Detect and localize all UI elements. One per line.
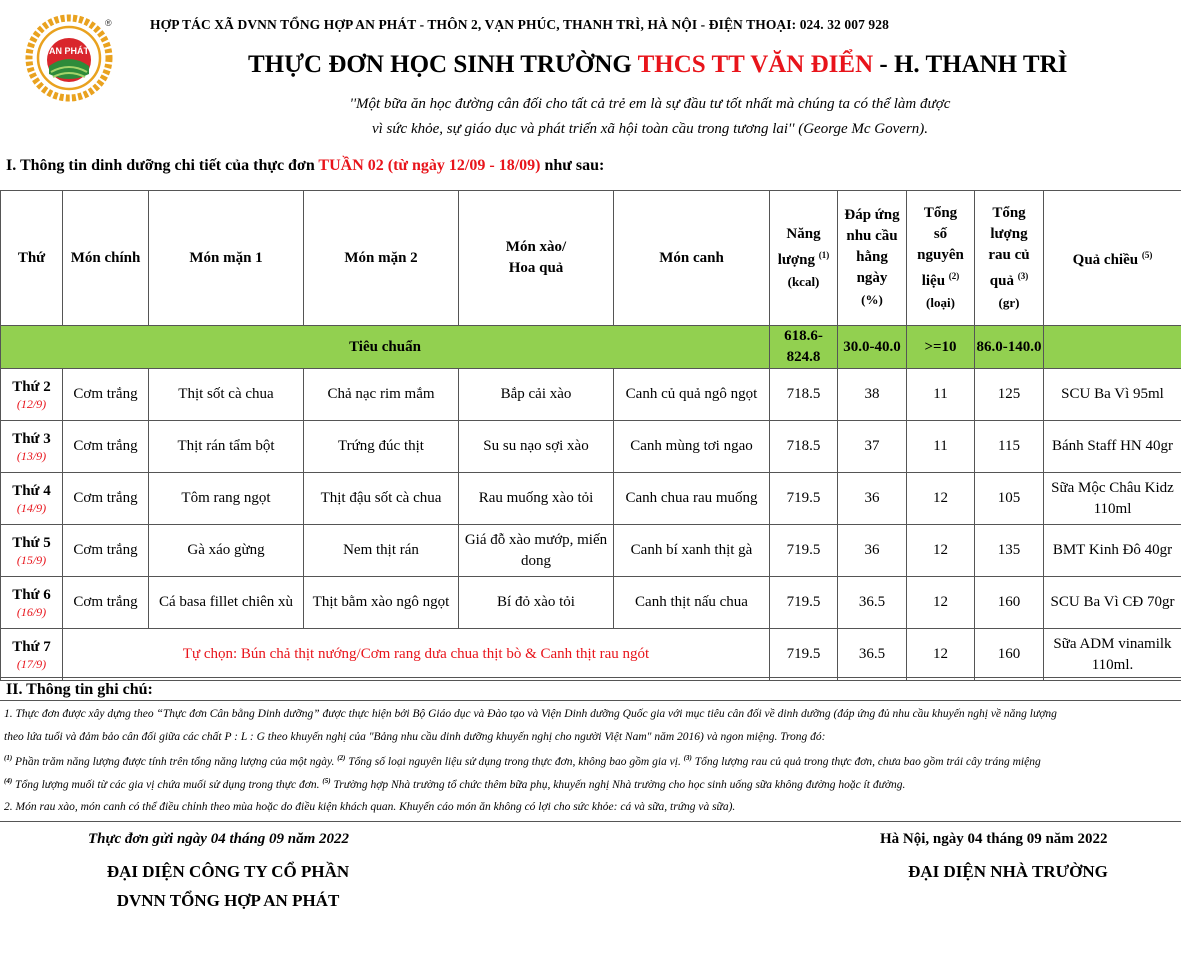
- page-title: [248, 51, 1067, 79]
- energy-cell: 719.5: [770, 473, 838, 525]
- day-date: (16/9): [16, 604, 47, 619]
- canh-cell: Canh củ quả ngô ngọt: [614, 369, 770, 421]
- header-rau-line3: rau củ: [988, 246, 1030, 263]
- canh-cell: Canh chua rau muống: [614, 473, 770, 525]
- day-label: Thứ 4: [12, 482, 51, 499]
- fn2-sup: (2): [337, 754, 346, 762]
- man-2-cell: Thịt bằm xào ngô ngọt: [304, 577, 459, 629]
- qua-chieu-cell: Sữa Mộc Châu Kidz 110ml: [1044, 473, 1181, 525]
- dap-ung-cell: 36.5: [838, 629, 907, 681]
- title-suffix: - H. THANH TRÌ: [873, 51, 1068, 78]
- header-dap-line4: ngày: [856, 270, 888, 286]
- energy-cell: 719.5: [770, 525, 838, 577]
- table-row: [1, 473, 1181, 525]
- logo-registered-mark: ®: [105, 18, 112, 28]
- day-date: (17/9): [16, 656, 47, 671]
- fn4-text: Tổng lượng muối từ các gia vị chứa muối sử dụng trong thực đơn.: [12, 778, 323, 791]
- xao-cell: Bí đỏ xào tỏi: [459, 577, 614, 629]
- header-energy: [770, 191, 838, 326]
- school-rep: ĐẠI DIỆN NHÀ TRƯỜNG: [908, 862, 1108, 881]
- title-school: THCS TT VĂN ĐIỂN: [637, 51, 874, 78]
- day-date: (12/9): [16, 396, 47, 411]
- mon-chinh-cell: Cơm trắng: [63, 369, 149, 421]
- man-1-cell: Gà xáo gừng: [149, 525, 304, 577]
- day-date: (13/9): [16, 448, 47, 463]
- canh-cell: Canh mùng tơi ngao: [614, 421, 770, 473]
- header-canh: Món canh: [614, 191, 770, 326]
- man-2-cell: Thịt đậu sốt cà chua: [304, 473, 459, 525]
- energy-cell: 719.5: [770, 577, 838, 629]
- day-cell: [1, 525, 63, 577]
- man-2-cell: Chả nạc rim mắm: [304, 369, 459, 421]
- menu-table: [0, 190, 1181, 681]
- rau-cell: 160: [975, 629, 1044, 681]
- xao-cell: Su su nạo sợi xào: [459, 421, 614, 473]
- mon-chinh-cell: Cơm trắng: [63, 525, 149, 577]
- header-mon-chinh: Món chính: [63, 191, 149, 326]
- table-row: [1, 525, 1181, 577]
- header-dap-ung: [838, 191, 907, 326]
- man-2-cell: Nem thịt rán: [304, 525, 459, 577]
- man-1-cell: Thịt sốt cà chua: [149, 369, 304, 421]
- energy-cell: 718.5: [770, 369, 838, 421]
- header-tong-line1: Tổng: [923, 204, 958, 221]
- company-rep-line-2: DVNN TỔNG HỢP AN PHÁT: [116, 891, 340, 910]
- dap-ung-cell: 36.5: [838, 577, 907, 629]
- header-dap-line2: nhu cầu: [846, 228, 898, 244]
- quote-line-1: ''Một bữa ăn học đường cân đối cho tất cả trẻ em là sự đầu tư tốt nhất mà chúng ta có thể làm được: [349, 96, 951, 112]
- section-1-suffix: như sau:: [540, 157, 605, 174]
- header-xao-line1: Món xào/: [505, 239, 567, 255]
- header-rau-line2: lượng: [990, 225, 1028, 242]
- dap-ung-cell: 38: [838, 369, 907, 421]
- notes-block: [0, 700, 1181, 822]
- day-cell: [1, 577, 63, 629]
- section-2-heading: II. Thông tin ghi chú:: [6, 681, 153, 698]
- standard-label: Tiêu chuẩn: [1, 326, 770, 369]
- standard-row: [1, 326, 1181, 369]
- header-dap-unit: (%): [861, 292, 883, 307]
- header-dap-line3: hằng: [856, 249, 888, 265]
- sent-date: Thực đơn gửi ngày 04 tháng 09 năm 2022: [88, 831, 350, 847]
- mon-chinh-cell: Cơm trắng: [63, 473, 149, 525]
- city-date: Hà Nội, ngày 04 tháng 09 năm 2022: [880, 831, 1108, 847]
- rau-cell: 125: [975, 369, 1044, 421]
- fn3-text: Tổng lượng rau củ quả trong thực đơn, chưa bao gồm trái cây tráng miệng: [691, 755, 1041, 768]
- nguyen-lieu-cell: 11: [907, 421, 975, 473]
- standard-rau: 86.0-140.0: [975, 326, 1044, 369]
- canh-cell: Canh thịt nấu chua: [614, 577, 770, 629]
- man-1-cell: Cá basa fillet chiên xù: [149, 577, 304, 629]
- rau-cell: 160: [975, 577, 1044, 629]
- qua-chieu-cell: SCU Ba Vì 95ml: [1044, 369, 1181, 421]
- choice-cell: Tự chọn: Bún chả thịt nướng/Cơm rang dưa chua thịt bò & Canh thịt rau ngót: [63, 629, 770, 681]
- energy-cell: 718.5: [770, 421, 838, 473]
- day-label: Thứ 6: [12, 586, 51, 603]
- rau-cell: 135: [975, 525, 1044, 577]
- header-dap-line1: Đáp ứng: [844, 207, 900, 223]
- an-phat-logo: [25, 14, 113, 102]
- man-1-cell: Thịt rán tẩm bột: [149, 421, 304, 473]
- note-1-line-2: theo lứa tuổi và đảm bảo cân đối giữa các chất P : L : G theo khuyến nghị của "Bảng nhu cầu dinh dưỡng khuyến nghị cho người Việt Nam" năm 2016) và ngon miệng. Trong đó:: [4, 731, 826, 743]
- header-tong-line4: liệu: [921, 272, 946, 289]
- header-energy-unit: (kcal): [787, 273, 820, 289]
- standard-nguyen-lieu: >=10: [907, 326, 975, 369]
- section-1-prefix: I. Thông tin dinh dưỡng chi tiết của thực đơn: [6, 157, 319, 174]
- table-row: [1, 369, 1181, 421]
- header-rau: [975, 191, 1044, 326]
- canh-cell: Canh bí xanh thịt gà: [614, 525, 770, 577]
- note-1-line-1: 1. Thực đơn được xây dựng theo “Thực đơn Cân bằng Dinh dưỡng” được thực hiện bởi Bộ Giáo dục và Đào tạo và Viện Dinh dưỡng Quốc gia với mục tiêu cân đối về dinh dưỡng (đáp ứng đủ nhu cầu khuyến nghị về năng lượng: [4, 708, 1057, 720]
- header-rau-sup: (3): [1017, 270, 1029, 281]
- dap-ung-cell: 37: [838, 421, 907, 473]
- man-2-cell: Trứng đúc thịt: [304, 421, 459, 473]
- divider: [0, 677, 1181, 678]
- fn2-text: Tổng số loại nguyên liệu sử dụng trong thực đơn, không bao gồm gia vị.: [345, 755, 684, 768]
- header-qua-sup: (5): [1141, 250, 1153, 260]
- xao-cell: Bắp cải xào: [459, 369, 614, 421]
- header-xao: [459, 191, 614, 326]
- day-date: (14/9): [16, 500, 47, 515]
- qua-chieu-cell: Bánh Staff HN 40gr: [1044, 421, 1181, 473]
- header-tong-unit: (loại): [926, 294, 955, 310]
- mon-chinh-cell: Cơm trắng: [63, 421, 149, 473]
- header-tong-line2: số: [933, 225, 948, 242]
- rau-cell: 115: [975, 421, 1044, 473]
- dap-ung-cell: 36: [838, 525, 907, 577]
- qua-chieu-cell: SCU Ba Vì CĐ 70gr: [1044, 577, 1181, 629]
- nguyen-lieu-cell: 12: [907, 525, 975, 577]
- header-xao-line2: Hoa quả: [508, 260, 564, 276]
- header-rau-line4: quả: [989, 272, 1014, 289]
- day-label: Thứ 2: [12, 378, 51, 395]
- dap-ung-cell: 36: [838, 473, 907, 525]
- fn5-text: Trường hợp Nhà trường tổ chức thêm bữa phụ, khuyến nghị Nhà trường cho học sinh uống sữa không đường hoặc ít đường.: [330, 778, 906, 791]
- xao-cell: Giá đỗ xào mướp, miến dong: [459, 525, 614, 577]
- mon-chinh-cell: Cơm trắng: [63, 577, 149, 629]
- day-cell: [1, 473, 63, 525]
- header-energy-line1: Năng: [786, 225, 821, 242]
- energy-cell: 719.5: [770, 629, 838, 681]
- header-tong-line3: nguyên: [917, 246, 964, 263]
- day-label: Thứ 3: [12, 430, 51, 447]
- header-rau-line1: Tổng: [992, 204, 1026, 221]
- fn1-text: Phần trăm năng lượng được tính trên tổng năng lượng của một ngày.: [12, 755, 338, 768]
- header-tong-sup: (2): [948, 270, 960, 281]
- fn1-sup: (1): [4, 754, 13, 762]
- header-thu: Thứ: [1, 191, 63, 326]
- header-nguyen-lieu: [907, 191, 975, 326]
- header-man-1: Món mặn 1: [149, 191, 304, 326]
- table-row: [1, 421, 1181, 473]
- fn5-sup: (5): [322, 777, 331, 785]
- standard-energy: 618.6-824.8: [770, 326, 838, 369]
- day-cell: [1, 369, 63, 421]
- header-energy-line2: lượng: [777, 251, 816, 268]
- footnotes-line-2: [4, 777, 905, 791]
- quote-line-2: vì sức khỏe, sự giáo dục và phát triển xã hội toàn cầu trong tương lai'' (George Mc Govern).: [371, 121, 929, 137]
- nguyen-lieu-cell: 11: [907, 369, 975, 421]
- qua-chieu-cell: BMT Kinh Đô 40gr: [1044, 525, 1181, 577]
- header-energy-sup: (1): [818, 249, 830, 260]
- day-label: Thứ 7: [12, 638, 51, 655]
- company-rep-line-1: ĐẠI DIỆN CÔNG TY CỔ PHẦN: [106, 862, 350, 881]
- standard-qua: [1044, 326, 1181, 369]
- fn3-sup: (3): [683, 754, 692, 762]
- title-prefix: THỰC ĐƠN HỌC SINH TRƯỜNG: [248, 51, 638, 78]
- fn4-sup: (4): [4, 777, 13, 785]
- qua-chieu-cell: Sữa ADM vinamilk 110ml.: [1044, 629, 1181, 681]
- day-label: Thứ 5: [12, 534, 51, 551]
- company-contact-line: HỢP TÁC XÃ DVNN TỔNG HỢP AN PHÁT - THÔN 2, VẠN PHÚC, THANH TRÌ, HÀ NỘI - ĐIỆN THOẠI: 024. 32 007 928: [150, 17, 889, 32]
- day-cell: [1, 421, 63, 473]
- rau-cell: 105: [975, 473, 1044, 525]
- day-cell: [1, 629, 63, 681]
- header-qua-label: Quả chiều: [1072, 252, 1139, 268]
- nguyen-lieu-cell: 12: [907, 473, 975, 525]
- table-row: [1, 577, 1181, 629]
- table-row-thu-7: [1, 629, 1181, 681]
- section-1-heading: [6, 157, 604, 175]
- xao-cell: Rau muống xào tỏi: [459, 473, 614, 525]
- footnotes-line-1: [4, 754, 1041, 768]
- logo-text: AN PHÁT: [49, 46, 89, 56]
- nguyen-lieu-cell: 12: [907, 577, 975, 629]
- nguyen-lieu-cell: 12: [907, 629, 975, 681]
- standard-dap-ung: 30.0-40.0: [838, 326, 907, 369]
- header-qua-chieu: [1044, 191, 1181, 326]
- note-2: 2. Món rau xào, món canh có thể điều chỉnh theo mùa hoặc do điều kiện khách quan. Khuyến cáo món ăn không có lợi cho sức khỏe: cá và sữa, trứng và sữa).: [4, 801, 736, 813]
- section-1-week: TUẦN 02 (từ ngày 12/09 - 18/09): [318, 157, 541, 174]
- man-1-cell: Tôm rang ngọt: [149, 473, 304, 525]
- table-header-row: [1, 191, 1181, 326]
- day-date: (15/9): [16, 552, 47, 567]
- header-rau-unit: (gr): [998, 294, 1020, 310]
- header-man-2: Món mặn 2: [304, 191, 459, 326]
